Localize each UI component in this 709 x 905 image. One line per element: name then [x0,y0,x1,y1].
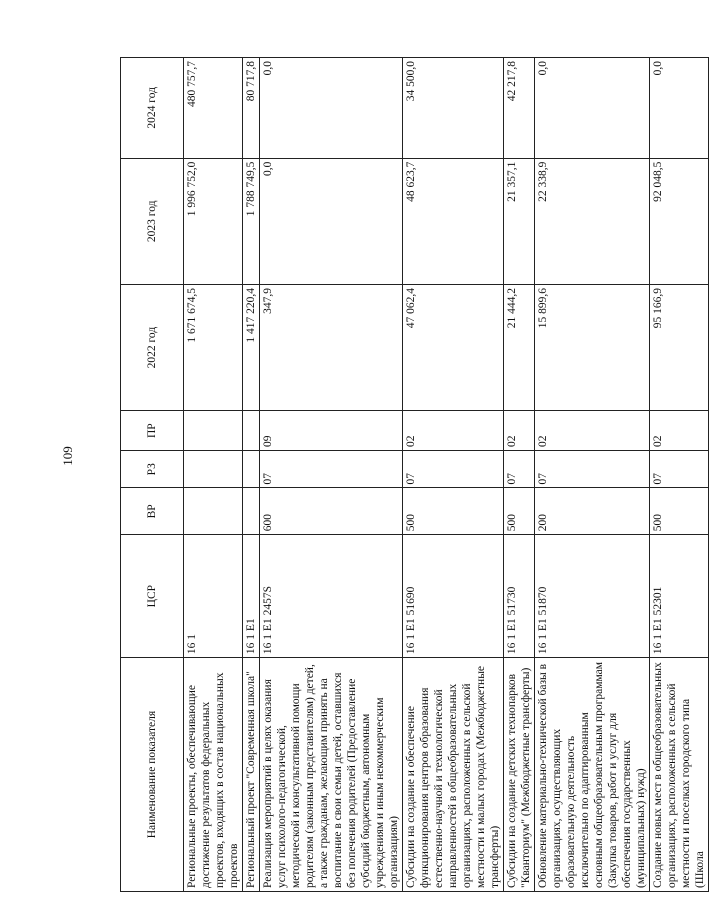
row-name: Субсидии на создание и обеспечение функционирования центров образования естественно-научной и технологической направленностей в общеобразовательных организациях, расположенных в сельской местности и малых городах (Межбюджетные трансферты) [403,658,504,892]
row-2023: 92 048,5 [650,158,709,284]
row-pr: 02 [403,411,504,451]
table-row [403,58,504,892]
row-pr [184,411,243,451]
row-csr: 16 1 E1 51690 [403,535,504,658]
row-name: Создание новых мест в общеобразовательных организациях, расположенных в сельской местности и поселках городского типа (Школа [650,658,709,892]
row-2023: 22 338,9 [535,158,650,284]
row-name: Региональные проекты, обеспечивающие достижение результатов федеральных проектов, входящих в состав национальных проектов [184,658,243,892]
row-pr [243,411,260,451]
row-2023: 0,0 [260,158,403,284]
row-vr: 600 [260,488,403,535]
header-2024: 2024 год [121,58,184,159]
row-name: Региональный проект "Современная школа" [243,658,260,892]
row-csr: 16 1 E1 51870 [535,535,650,658]
row-vr [243,488,260,535]
row-2024: 34 500,0 [403,58,504,159]
row-2022: 1 417 220,4 [243,284,260,410]
row-csr: 16 1 E1 51730 [504,535,535,658]
header-rz: РЗ [121,451,184,488]
header-pr: ПР [121,411,184,451]
table-row [243,58,260,892]
page-number: 109 [60,446,75,466]
row-rz [243,451,260,488]
row-rz: 07 [650,451,709,488]
row-csr: 16 1 [184,535,243,658]
row-rz [184,451,243,488]
row-2023: 1 996 752,0 [184,158,243,284]
row-pr: 09 [260,411,403,451]
row-rz: 07 [260,451,403,488]
row-2023: 21 357,1 [504,158,535,284]
row-name: Реализация мероприятий в целях оказания услуг психолого-педагогической, методической и консультативной помощи родителям (законным представителям) детей, а также гражданам, желающим принять на воспитание в свои семьи детей, оставшихся без попечения родителей (Предоставление субсидий бюджетным, автономным учреждениям и иным некоммерческим организациям) [260,658,403,892]
row-2023: 48 623,7 [403,158,504,284]
row-vr: 500 [403,488,504,535]
header-csr: ЦСР [121,535,184,658]
row-pr: 02 [535,411,650,451]
row-2024: 80 717,8 [243,58,260,159]
row-vr: 500 [650,488,709,535]
row-2024: 480 757,7 [184,58,243,159]
table-header-row [121,58,184,892]
budget-table [120,57,709,892]
row-rz: 07 [535,451,650,488]
row-rz: 07 [403,451,504,488]
row-2024: 0,0 [650,58,709,159]
row-vr: 200 [535,488,650,535]
table-row [504,58,535,892]
table-row [260,58,403,892]
rotated-table-wrapper [120,57,706,892]
row-2024: 0,0 [260,58,403,159]
row-2022: 95 166,9 [650,284,709,410]
row-pr: 02 [650,411,709,451]
row-2024: 0,0 [535,58,650,159]
header-vr: ВР [121,488,184,535]
row-2022: 1 671 674,5 [184,284,243,410]
row-name: Обновление материально-технической базы в организациях, осуществляющих образовательную деятельность исключительно по адаптированным основным общеобразовательным программам (Закупка товаров, работ и услуг для обеспечения государственных (муниципальных) нужд) [535,658,650,892]
row-2022: 347,9 [260,284,403,410]
row-vr: 500 [504,488,535,535]
row-2022: 47 062,4 [403,284,504,410]
row-2023: 1 788 749,5 [243,158,260,284]
row-csr: 16 1 E1 52301 [650,535,709,658]
table-row [650,58,709,892]
header-2022: 2022 год [121,284,184,410]
row-name: Субсидии на создание детских технопарков "Кванториум" (Межбюджетные трансферты) [504,658,535,892]
row-csr: 16 1 E1 2457S [260,535,403,658]
row-vr [184,488,243,535]
header-2023: 2023 год [121,158,184,284]
row-2024: 42 217,8 [504,58,535,159]
header-name: Наименование показателя [121,658,184,892]
row-2022: 15 899,6 [535,284,650,410]
row-rz: 07 [504,451,535,488]
row-pr: 02 [504,411,535,451]
row-2022: 21 444,2 [504,284,535,410]
row-csr: 16 1 E1 [243,535,260,658]
table-row [535,58,650,892]
table-row [184,58,243,892]
